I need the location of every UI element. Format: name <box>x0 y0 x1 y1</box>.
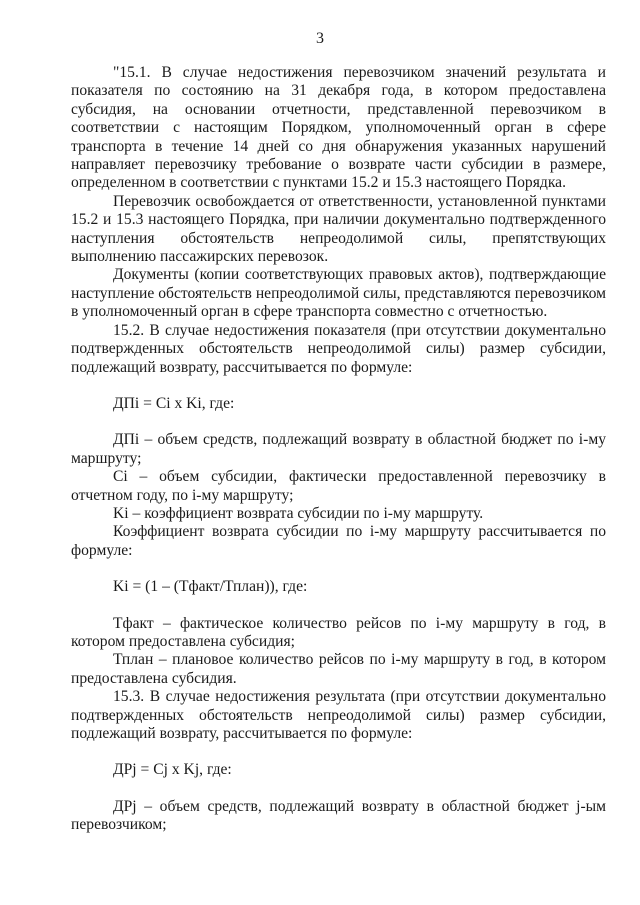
definition-dpi: ДПi – объем средств, подлежащий возврату в областной бюджет по i-му маршруту; <box>71 431 606 467</box>
page-number: 3 <box>316 30 324 47</box>
formula-drj: ДРj = Cj x Kj, где: <box>113 761 232 779</box>
formula-ki: Ki = (1 – (Тфакт/Тплан)), где: <box>113 578 308 596</box>
paragraph-exemption: Перевозчик освобождается от ответственности, установленной пунктами 15.2 и 15.3 настоящего Порядка, при наличии документально подтвержденного наступления обстоятельств непреодолимой силы, препятствующих выполнению пассажирских перевозок. <box>71 192 606 266</box>
paragraph-15-3: 15.3. В случае недостижения результата (при отсутствии документально подтвержденных обстоятельств непреодолимой силы) размер субсидии, подлежащий возврату, рассчитывается по формуле: <box>71 688 606 742</box>
definition-drj: ДРj – объем средств, подлежащий возврату в областной бюджет j-ым перевозчиком; <box>71 797 606 834</box>
paragraph-15-1: "15.1. В случае недостижения перевозчиком значений результата и показателя по состоянию на 31 декабря года, в котором предоставлена субсидия, на основании отчетности, представленной перевозчиком в соответствии с настоящим Порядком, уполномоченный орган в сфере транспорта в течение 14 дней со дня обнаружения указанных нарушений направляет перевозчику требование о возврате части субсидии в размере, определенном в соответствии с пунктами 15.2 и 15.3 настоящего Порядка. <box>71 64 606 192</box>
definition-ki: Ki – коэффициент возврата субсидии по i-му маршруту. <box>113 504 484 522</box>
definition-tplan: Тплан – плановое количество рейсов по i-му маршруту в год, в котором предоставлена субсидия. <box>71 651 606 687</box>
paragraph-15-2: 15.2. В случае недостижения показателя (при отсутствии документально подтвержденных обстоятельств непреодолимой силы) размер субсидии, подлежащий возврату, рассчитывается по формуле: <box>71 321 606 376</box>
paragraph-coefficient: Коэффициент возврата субсидии по i-му маршруту рассчитывается по формуле: <box>71 523 606 559</box>
document-body <box>71 64 606 835</box>
definition-ci: Ci – объем субсидии, фактически предоставленной перевозчику в отчетном году, по i-му маршруту; <box>71 468 606 504</box>
definition-tfakt: Тфакт – фактическое количество рейсов по i-му маршруту в год, в котором предоставлена субсидия; <box>71 614 606 650</box>
paragraph-documents: Документы (копии соответствующих правовых актов), подтверждающие наступление обстоятельств непреодолимой силы, представляются перевозчиком в уполномоченный орган в сфере транспорта совместно с отчетностью. <box>71 266 606 321</box>
formula-dpi: ДПi = Ci x Ki, где: <box>113 394 235 412</box>
